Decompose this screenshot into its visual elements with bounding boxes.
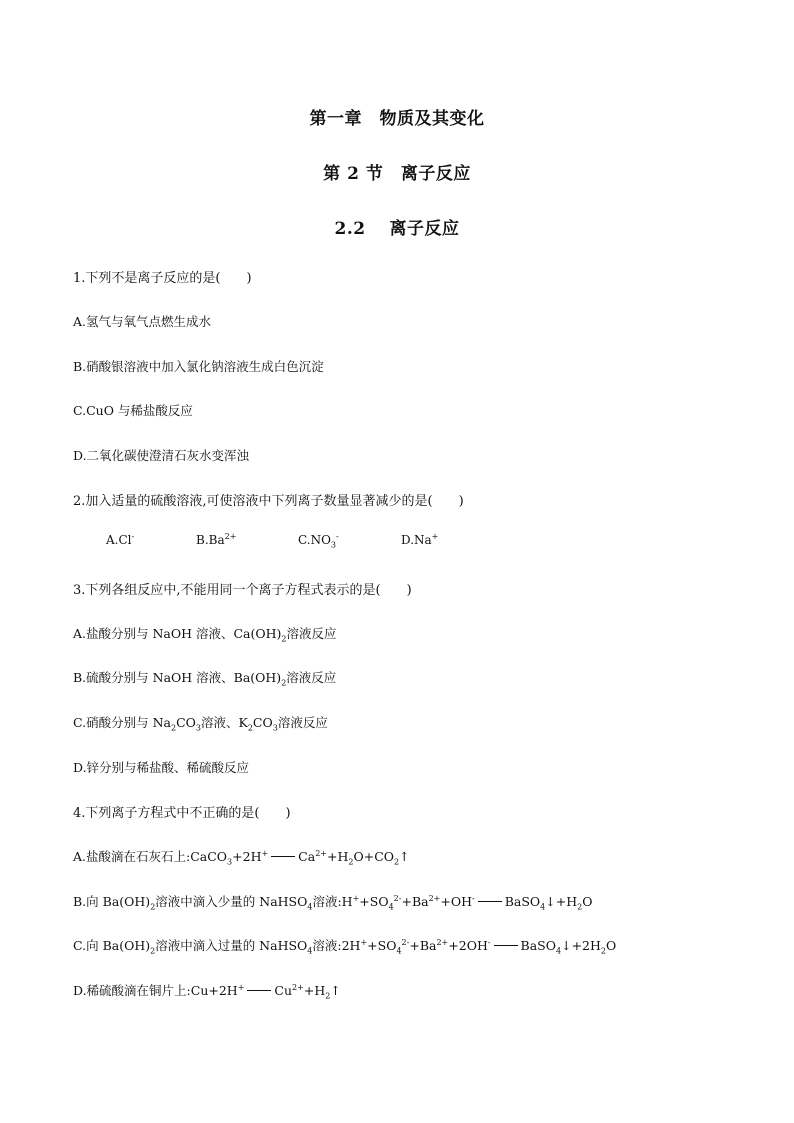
- question-2-stem: 2.加入适量的硫酸溶液,可使溶液中下列离子数量显著减少的是( ): [73, 494, 464, 509]
- question-3-option-c: C.硝酸分别与 $Na_2CO_3$溶液、$K_2CO_3$溶液反应: [73, 715, 328, 733]
- section-title: 第 2 节 离子反应: [323, 164, 471, 184]
- question-1-option-b: B.硝酸银溶液中加入氯化钠溶液生成白色沉淀: [73, 359, 324, 374]
- question-1-option-a: A.氢气与氧气点燃生成水: [73, 314, 212, 329]
- question-1-option-c: C.CuO 与稀盐酸反应: [73, 403, 193, 418]
- equals-sign-line: [478, 901, 502, 902]
- question-2-option-b: $B.Ba^{2+}$: [196, 532, 237, 547]
- question-3-option-b: B.硫酸分别与 NaOH 溶液、$Ba(OH)_2$溶液反应: [73, 670, 337, 688]
- question-4-option-b: B.向 $Ba(OH)_2$溶液中滴入少量的 NaHSO$_4$溶液$:H^++SO_4^{2-}+Ba^{2+}+OH^-$ $BaSO_4↓+H_2O$: [73, 893, 593, 912]
- question-4-option-a: A.盐酸滴在石灰石上:CaCO$_3$+2H+ $Ca^{2+}+H_2O+CO_2↑$: [73, 848, 410, 867]
- question-3-option-d: D.锌分别与稀盐酸、稀硫酸反应: [73, 760, 250, 775]
- question-1-stem: 1.下列不是离子反应的是( ): [73, 271, 252, 286]
- equals-sign-line: [247, 990, 271, 991]
- question-3-option-a: A.盐酸分别与 NaOH 溶液、$Ca(OH)_2$溶液反应: [73, 626, 337, 644]
- question-2-option-c: $C.NO_3^-$: [298, 532, 339, 550]
- question-1-option-d: D.二氧化碳使澄清石灰水变浑浊: [73, 448, 250, 463]
- question-4-option-c: C.向 $Ba(OH)_2$溶液中滴入过量的 NaHSO$_4$溶液$:2H^++SO_4^{2-}+Ba^{2+}+2OH^-$ $BaSO_4↓+2H_2O$: [73, 937, 617, 956]
- question-2-option-d: D.Na+: [401, 532, 439, 547]
- subsection-title: 2.2 离子反应: [334, 219, 460, 239]
- question-4-option-d: D.稀硫酸滴在铜片上:Cu+2H+ $Cu^{2+}+H_2↑$: [73, 982, 341, 1001]
- equals-sign-line: [271, 856, 295, 857]
- chapter-title: 第一章 物质及其变化: [309, 109, 485, 129]
- equals-sign-line: [494, 945, 518, 946]
- question-4-stem: 4.下列离子方程式中不正确的是( ): [73, 806, 291, 821]
- question-2-option-a: A.Cl-: [106, 532, 135, 547]
- question-3-stem: 3.下列各组反应中,不能用同一个离子方程式表示的是( ): [73, 583, 412, 598]
